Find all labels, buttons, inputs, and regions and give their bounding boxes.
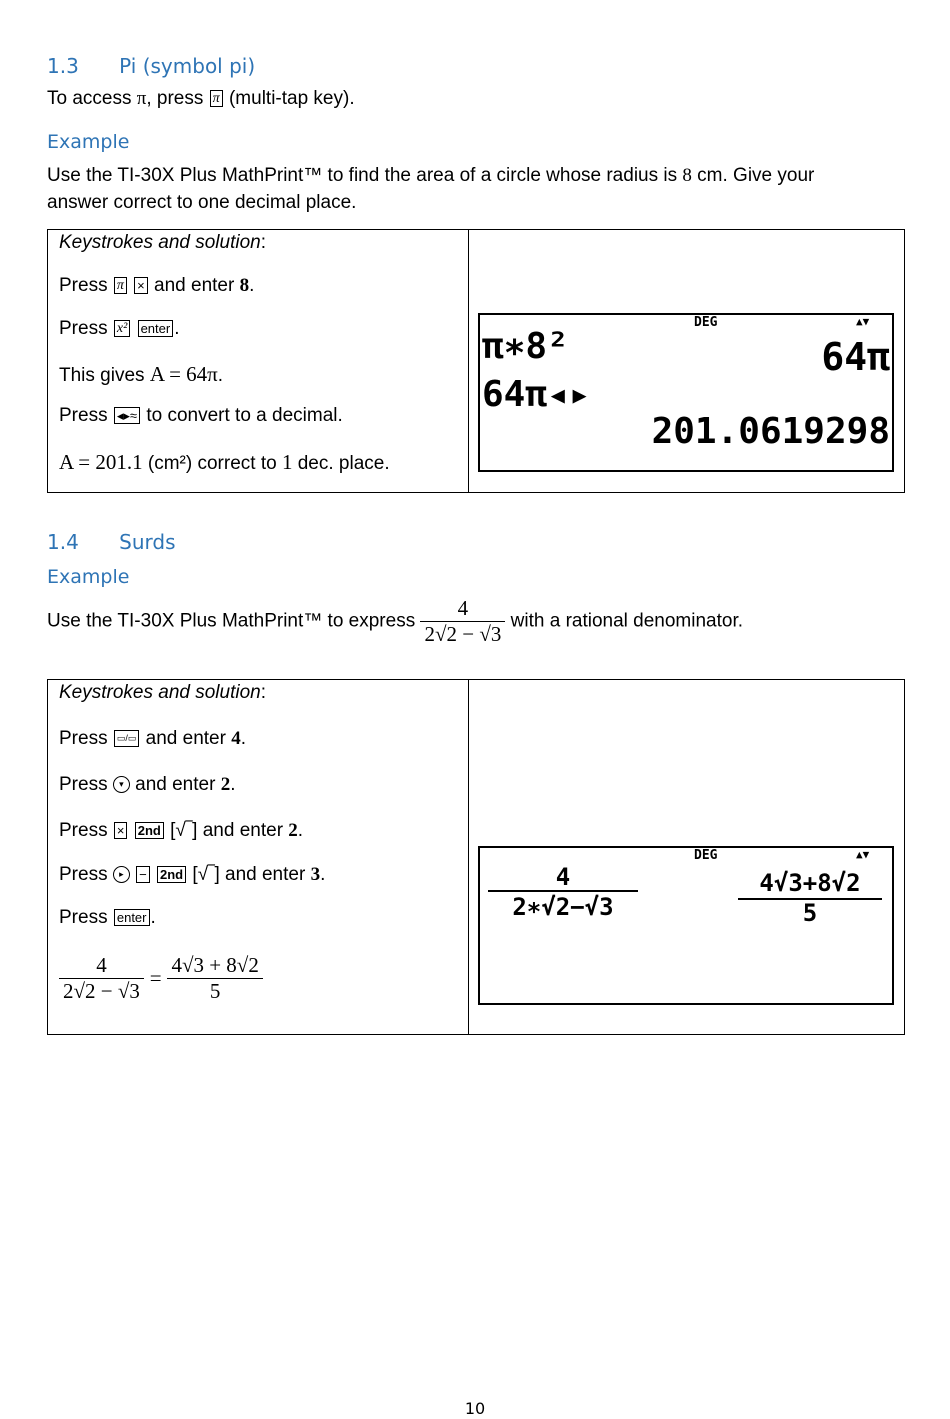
fraction-key: ▭/▭ — [114, 730, 140, 747]
calculator-screen — [478, 313, 894, 472]
table-divider — [468, 230, 469, 492]
calculator-screen — [478, 846, 894, 1005]
pi-key: π — [210, 90, 223, 107]
minus-key: − — [136, 866, 150, 883]
arrow-down-key: ▾ — [113, 776, 130, 793]
table-header: Keystrokes and solution: — [59, 682, 267, 703]
section-heading-1-3 — [47, 54, 255, 78]
scroll-arrows-icon: ▲▼ — [856, 315, 870, 328]
step-1: Press π × and enter 8. — [59, 275, 255, 296]
result-rhs: $\frac{4√3 + 8√2}{5}$ — [167, 953, 262, 1004]
section-number: 1.3 — [47, 54, 79, 78]
enter-key: enter — [114, 909, 150, 926]
step-2: Press x² enter . — [59, 318, 180, 339]
enter-key: enter — [138, 320, 174, 337]
pi-key: π — [114, 277, 127, 294]
step-5: A = 201.1 (cm²) correct to 1 dec. place. — [59, 450, 390, 474]
multiply-key: × — [114, 822, 128, 839]
pi-intro: To access π, press π (multi-tap key). — [47, 88, 355, 109]
table-header: Keystrokes and solution: — [59, 232, 267, 253]
step-1: Press ▭/▭ and enter 4. — [59, 728, 246, 749]
screen-expression: π∗8² — [482, 326, 569, 367]
result-equation: $\frac{4}{2√2 - √3}$ = $\frac{4√3 + 8√2}{5}$ — [59, 953, 263, 1004]
square-key: x² — [114, 320, 130, 337]
arrow-right-key: ▸ — [113, 866, 130, 883]
section-heading-1-4 — [47, 530, 176, 554]
example-heading: Example — [47, 566, 130, 588]
surds-example-text: Use the TI-30X Plus MathPrint™ to express $\frac{4}{2√2 - √3}$ with a rational denominator. — [47, 596, 744, 646]
second-key: 2nd — [157, 866, 186, 883]
example-text: Use the TI-30X Plus MathPrint™ to find the area of a circle whose radius is 8 cm. Give your answer correct to one decimal place. — [47, 165, 815, 213]
surd-fraction: $\frac{4}{2√2 - √3}$ — [420, 596, 505, 647]
step-3: Press × 2nd [√‾] and enter 2. — [59, 820, 304, 841]
second-key: 2nd — [135, 822, 164, 839]
page-number: 10 — [464, 1399, 486, 1418]
convert-decimal-key: ◂▸≈ — [114, 407, 140, 424]
step-4: Press ◂▸≈ to convert to a decimal. — [59, 405, 343, 426]
sqrt-key: [√‾] — [170, 820, 198, 841]
screen-result-exact: 64π — [821, 335, 890, 379]
scroll-arrows-icon: ▲▼ — [856, 848, 870, 861]
section-number: 1.4 — [47, 530, 79, 554]
sqrt-key: [√‾] — [192, 864, 220, 885]
step-2: Press ▾ and enter 2. — [59, 774, 236, 795]
section-title: Pi (symbol pi) — [119, 54, 256, 78]
table-divider — [468, 680, 469, 1034]
step-4: Press ▸ − 2nd [√‾] and enter 3. — [59, 864, 326, 885]
mode-indicator: DEG — [694, 848, 718, 863]
screen-input-fraction: 4 2∗√2−√3 — [488, 864, 638, 922]
keystrokes-table-surds — [47, 679, 905, 1035]
screen-result-decimal: 201.0619298 — [651, 411, 890, 452]
step-3: This gives A = 64π. — [59, 362, 224, 386]
keystrokes-table-pi — [47, 229, 905, 493]
result-lhs: $\frac{4}{2√2 - √3}$ — [59, 953, 144, 1004]
multiply-key: × — [134, 277, 148, 294]
example-heading: Example — [47, 131, 130, 153]
screen-result-fraction: 4√3+8√2 5 — [738, 868, 882, 926]
section-title: Surds — [119, 530, 176, 554]
step-5: Press enter . — [59, 907, 156, 928]
mode-indicator: DEG — [694, 315, 718, 330]
screen-history: 64π◂▸ — [482, 374, 591, 415]
